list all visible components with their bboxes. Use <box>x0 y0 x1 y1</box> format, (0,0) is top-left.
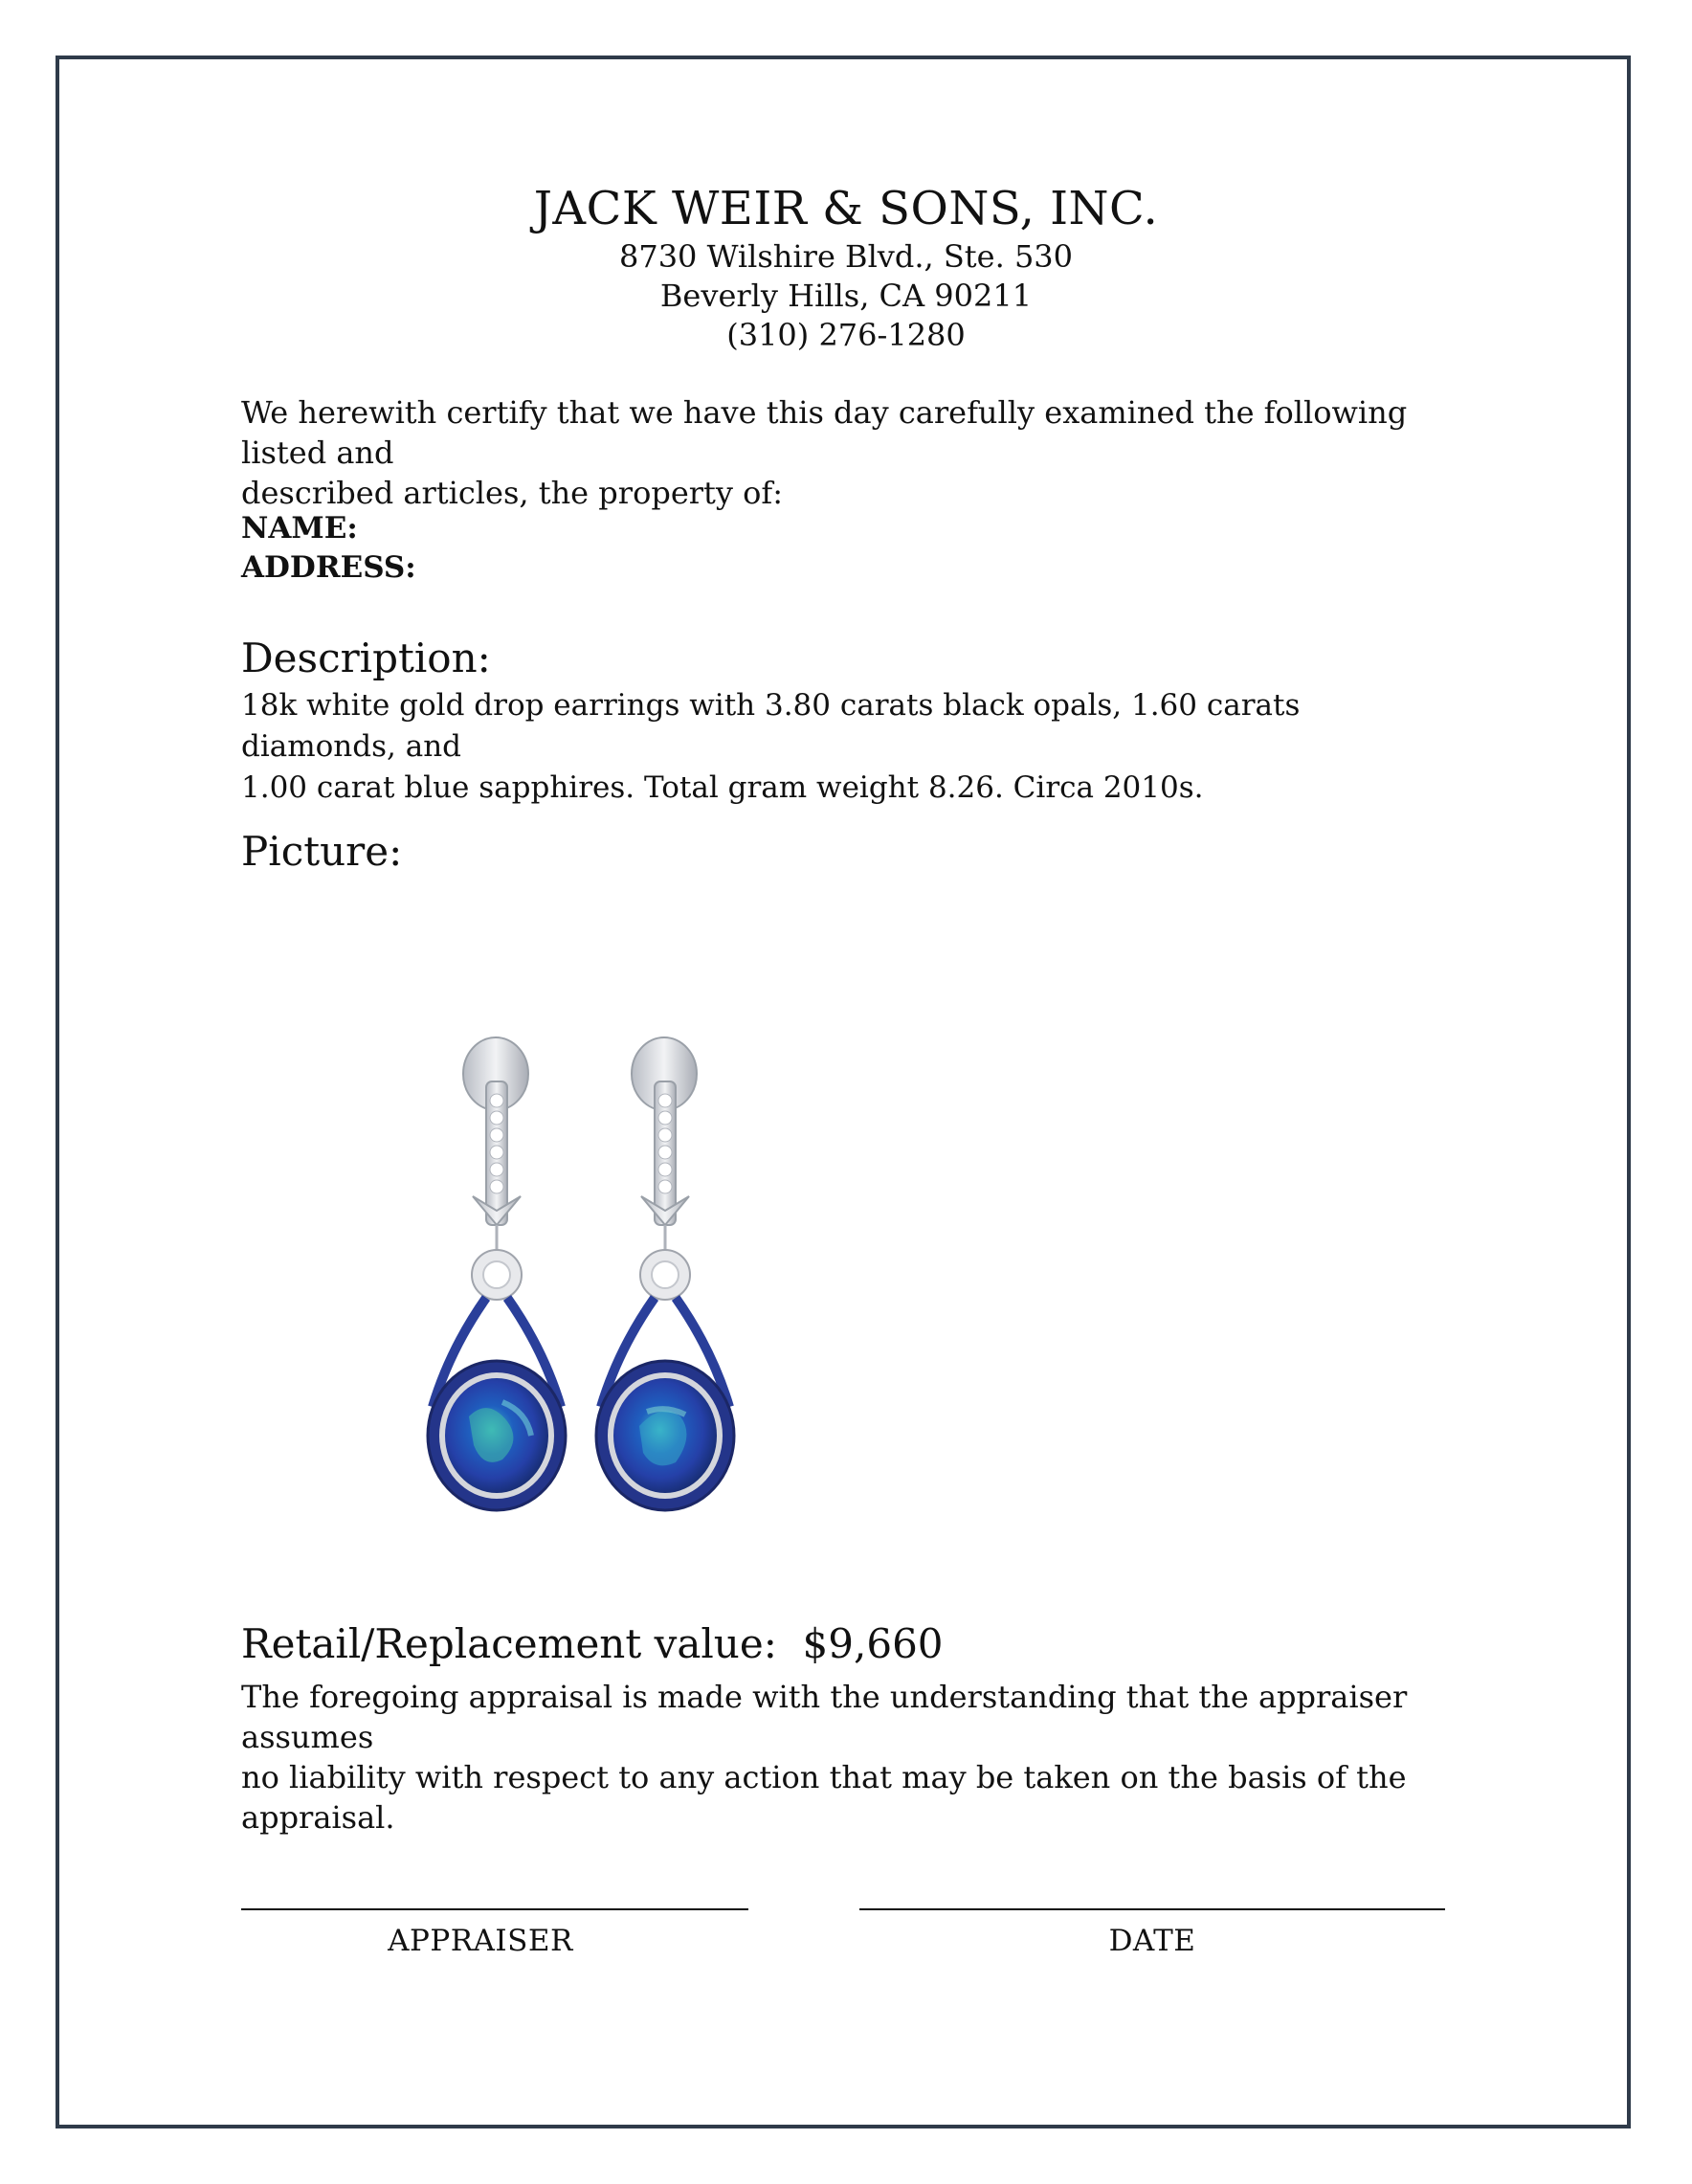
name-label: NAME: <box>241 511 358 546</box>
earring-left <box>428 1037 566 1510</box>
disclaimer-text <box>241 1677 1504 1838</box>
certification-line1: We herewith certify that we have this day carefully examined the following listed and <box>241 394 1408 471</box>
description-line2: 1.00 carat blue sapphires. Total gram weight 8.26. Circa 2010s. <box>241 770 1204 805</box>
address-label: ADDRESS: <box>241 550 416 585</box>
appraiser-signature-line <box>241 1908 748 1910</box>
company-phone: (310) 276-1280 <box>726 317 966 353</box>
retail-value-line <box>241 1617 1485 1671</box>
description-line1: 18k white gold drop earrings with 3.80 carats black opals, 1.60 carats diamonds, and <box>241 688 1301 764</box>
earrings-photo <box>412 1034 756 1531</box>
description-heading: Description: <box>241 635 491 681</box>
disclaimer-line1: The foregoing appraisal is made with the understanding that the appraiser assumes <box>241 1679 1408 1755</box>
earring-right <box>596 1037 734 1510</box>
company-address-line1: 8730 Wilshire Blvd., Ste. 530 <box>618 238 1074 275</box>
letterhead <box>0 180 1692 355</box>
company-address-line2: Beverly Hills, CA 90211 <box>659 278 1033 314</box>
retail-value-amount: $9,660 <box>802 1620 944 1667</box>
appraiser-label: APPRAISER <box>388 1924 573 1958</box>
owner-fields <box>241 509 1485 588</box>
retail-value-label: Retail/Replacement value: <box>241 1620 777 1667</box>
date-signature-line <box>859 1908 1445 1910</box>
date-label: DATE <box>1108 1924 1196 1958</box>
description-text <box>241 685 1447 809</box>
certification-text <box>241 392 1485 513</box>
picture-heading: Picture: <box>241 828 403 875</box>
company-name: JACK WEIR & SONS, INC. <box>533 182 1159 235</box>
certification-line2: described articles, the property of: <box>241 475 784 511</box>
disclaimer-line2: no liability with respect to any action that may be taken on the basis of the appraisal. <box>241 1759 1407 1836</box>
